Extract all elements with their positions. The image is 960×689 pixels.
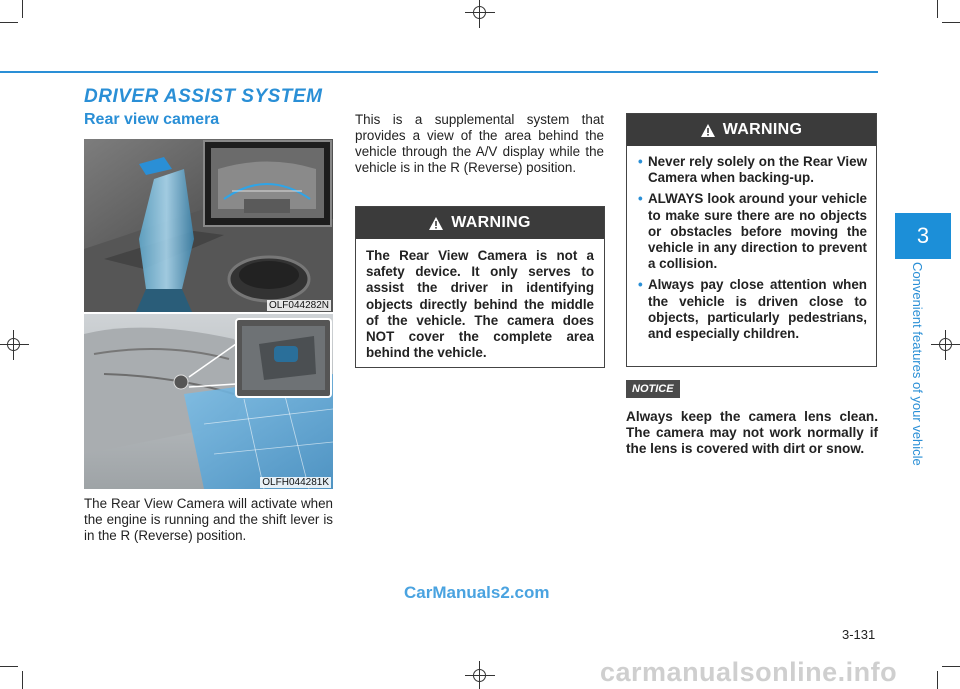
chapter-title: Convenient features of your vehicle xyxy=(910,262,925,466)
middle-paragraph: This is a supplemental system that provides a view of the area behind the vehicle through the A/V display while the vehicle is in the R (Reverse) position. xyxy=(355,112,604,175)
warning-title: WARNING xyxy=(451,214,531,231)
notice-text: Always keep the camera lens clean. The camera may not work normally if the lens is covered with dirt or snow. xyxy=(626,409,878,457)
warning-title: WARNING xyxy=(722,121,803,138)
crop-mark xyxy=(942,666,960,667)
crop-mark xyxy=(0,22,18,23)
subsection-title: Rear view camera xyxy=(84,111,220,128)
rear-camera-photo xyxy=(84,314,333,489)
header-rule xyxy=(0,71,878,73)
registration-mark xyxy=(0,330,29,360)
shift-lever-illustration xyxy=(84,139,333,312)
crop-mark xyxy=(937,0,938,18)
crop-mark xyxy=(22,671,23,689)
warning-text: The Rear View Camera is not a safety device. It only serves to assist the driver in identifying objects directly behind the middle of the vehicle. The camera does NOT cover the complete area behind the vehicle. xyxy=(366,248,594,361)
figure-code: OLFH044281K xyxy=(262,477,329,488)
list-item: • ALWAYS look around your vehicle to make sure there are no objects or obstacles before moving the vehicle in any direction to prevent a collision. xyxy=(638,191,867,272)
rear-camera-illustration xyxy=(84,314,333,489)
crop-mark xyxy=(942,22,960,23)
warning-box xyxy=(626,113,877,367)
crop-mark xyxy=(0,666,18,667)
registration-mark xyxy=(465,0,495,28)
bullet-icon: • xyxy=(638,191,643,207)
left-paragraph: The Rear View Camera will activate when the engine is running and the shift lever is in the R (Reverse) position. xyxy=(84,496,333,543)
registration-mark xyxy=(931,330,960,360)
registration-mark xyxy=(465,661,495,689)
warning-header xyxy=(356,207,604,239)
warning-box xyxy=(355,206,605,368)
watermark-link[interactable]: carmanualsonline.info xyxy=(600,657,898,687)
warning-header xyxy=(627,114,876,146)
chapter-tab: 3 xyxy=(895,213,951,259)
chapter-side-label xyxy=(903,262,929,492)
shift-lever-photo xyxy=(84,139,333,312)
warning-icon xyxy=(429,217,443,230)
list-item: • Never rely solely on the Rear View Camera when backing-up. xyxy=(638,154,867,186)
crop-mark xyxy=(22,0,23,18)
page-number: 3-131 xyxy=(842,627,876,642)
crop-mark xyxy=(937,671,938,689)
watermark-link[interactable]: CarManuals2.com xyxy=(404,583,550,602)
list-item: • Always pay close attention when the vehicle is driven close to objects, particularly pedestrians, and especially children. xyxy=(638,277,867,342)
bullet-icon: • xyxy=(638,154,643,169)
warning-list xyxy=(627,146,876,355)
section-title: DRIVER ASSIST SYSTEM xyxy=(84,86,323,107)
warning-icon xyxy=(701,124,715,137)
bullet-icon: • xyxy=(638,277,643,293)
notice-label: NOTICE xyxy=(626,380,680,398)
figure-code: OLF044282N xyxy=(268,300,329,311)
